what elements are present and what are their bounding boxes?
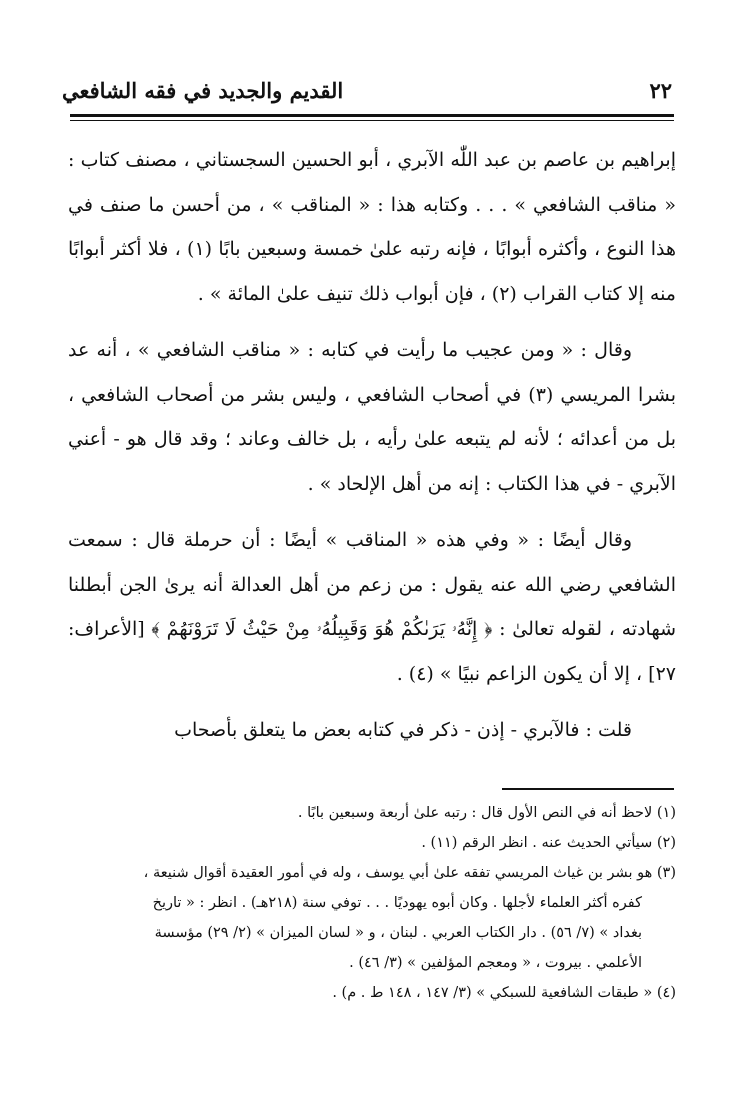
footnote-3: (٣) هو بشر بن غياث المريسي تفقه علىٰ أبي يوسف ، وله في أمور العقيدة أقوال شنيعة ، — [143, 865, 676, 881]
footnote-2: (٢) سيأتي الحديث عنه . انظر الرقم (١١) . — [421, 835, 676, 851]
main-text — [68, 138, 676, 765]
footnote-4: (٤) « طبقات الشافعية للسبكي » (٣/ ١٤٧ ، ١٤٨ ط . م) . — [332, 985, 676, 1001]
paragraph-1: إبراهيم بن عاصم بن عبد اللّٰه الآبري ، أبو الحسين السجستاني ، مصنف كتاب : « مناقب الشافعي » . . . وكتابه هذا : « المناقب » ، من أحسن ما صنف في هذا النوع ، وأكثره أبوابًا ، فإنه رتبه علىٰ خمسة وسبعين بابًا (١) ، فلا أكثر أبوابًا منه إلا كتاب القراب (٢) ، فإن أبواب ذلك تنيف علىٰ المائة » . — [68, 149, 676, 305]
paragraph-4: قلت : فالآبري - إذن - ذكر في كتابه بعض ما يتعلق بأصحاب — [174, 719, 632, 741]
page-number: ٢٢ — [649, 77, 672, 103]
footnote-separator — [502, 788, 674, 790]
footnote-1: (١) لاحظ أنه في النص الأول قال : رتبه علىٰ أربعة وسبعين بابًا . — [297, 805, 676, 821]
header-rule-thick — [70, 114, 674, 117]
paragraph-3: وقال أيضًا : « وفي هذه « المناقب » أيضًا : أن حرملة قال : سمعت الشافعي رضي الله عنه يقول : من زعم من أهل العدالة أنه يرىٰ الجن أبطلنا شهادته ، لقوله تعالىٰ : ﴿ إِنَّهُۥ يَرَىٰكُمْ هُوَ وَقَبِيلُهُۥ مِنْ حَيْثُ لَا تَرَوْنَهُمْ ﴾ [الأعراف: ٢٧] ، إلا أن يكون الزاعم نبيًا » (٤) . — [68, 529, 676, 685]
page-header — [62, 74, 672, 106]
header-rule-thin — [70, 120, 674, 121]
running-title: القديم والجديد في فقه الشافعي — [62, 77, 344, 103]
footnote-3-continuation: كفره أكثر العلماء لأجلها . وكان أبوه يهوديًا . . . توفي سنة (٢١٨هـ) . انظر : « تاريخ — [152, 895, 642, 911]
footnotes — [68, 798, 676, 1008]
footnote-3-continuation: الأعلمي . بيروت ، « ومعجم المؤلفين » (٣/ ٤٦) . — [349, 955, 642, 971]
paragraph-2: وقال : « ومن عجيب ما رأيت في كتابه : « مناقب الشافعي » ، أنه عد بشرا المريسي (٣) في أصحاب الشافعي ، وليس بشر من أصحاب الشافعي ، بل من أعدائه ؛ لأنه لم يتبعه علىٰ رأيه ، بل خالف وعاند ؛ وقد قال هو - أعني الآبري - في هذا الكتاب : إنه من أهل الإلحاد » . — [68, 339, 676, 495]
footnote-3-continuation: بغداد » (٧/ ٥٦) . دار الكتاب العربي . لبنان ، و « لسان الميزان » (٢/ ٢٩) مؤسسة — [154, 925, 642, 941]
